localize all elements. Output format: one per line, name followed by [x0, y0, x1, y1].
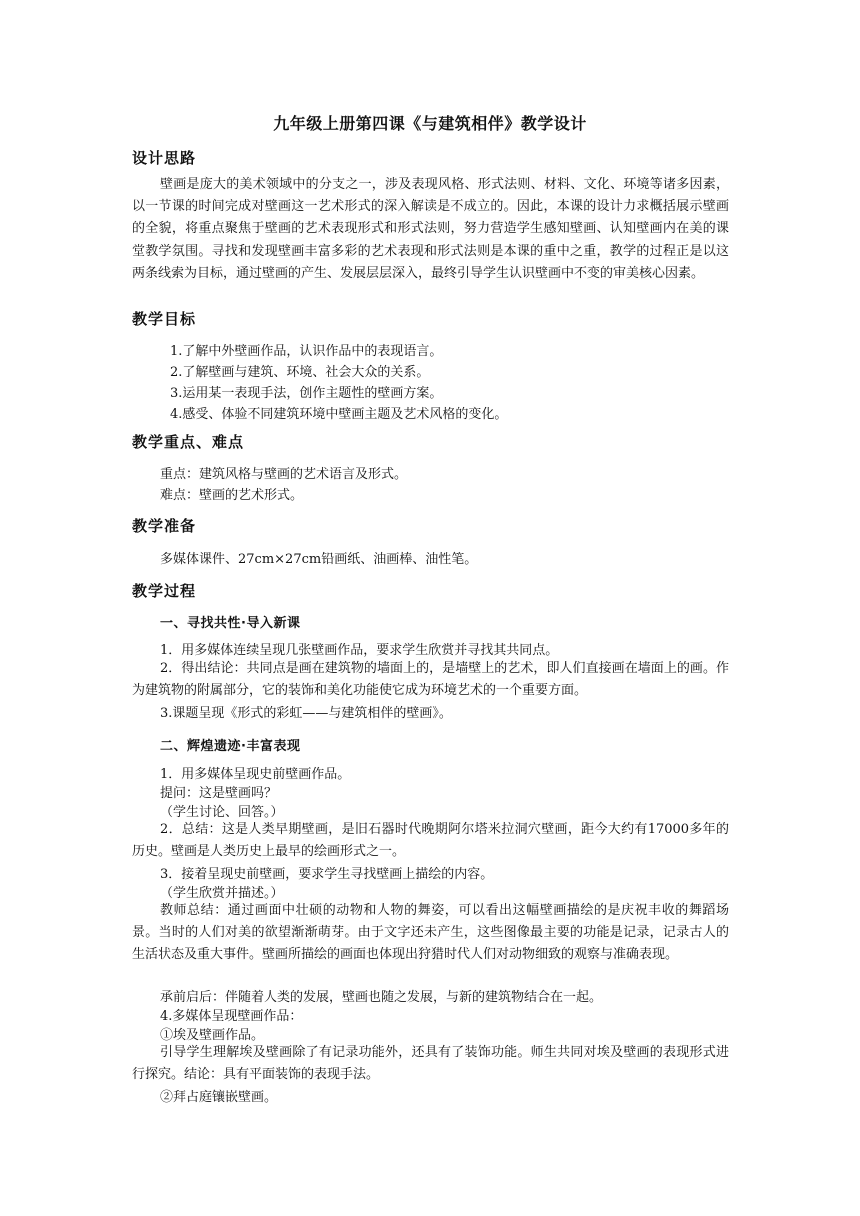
process-line: 3．接着呈现史前壁画，要求学生寻找壁画上描绘的内容。	[160, 867, 494, 882]
process-part1-heading: 一、寻找共性·导入新课	[160, 616, 301, 631]
process-paragraph	[132, 900, 729, 967]
goal-item: 2.了解壁画与建筑、环境、社会大众的关系。	[170, 365, 430, 380]
difficulty-item: 难点：壁画的艺术形式。	[160, 488, 304, 503]
goal-item: 4.感受、体验不同建筑环境中壁画主题及艺术风格的变化。	[170, 407, 508, 422]
document-title: 九年级上册第四课《与建筑相伴》教学设计	[273, 114, 587, 133]
process-line: 教师总结：通过画面中壮硕的动物和人物的舞姿，可以看出这幅壁画描绘的是庆祝丰收的舞蹈场景。当时的人们对美的欲望渐渐萌芽。由于文字还未产生，这些图像最主要的功能是记录，记录古人的生活状态及重大事件。壁画所描绘的画面也体现出狩猎时代人们对动物细致的观察与准确表现。	[132, 903, 729, 963]
process-paragraph	[132, 1042, 729, 1086]
process-line: 提问：这是壁画吗？	[160, 786, 278, 801]
process-part2-heading: 二、辉煌遗迹·丰富表现	[160, 739, 301, 754]
heading-process: 教学过程	[132, 582, 197, 600]
design-idea-text: 壁画是庞大的美术领域中的分支之一，涉及表现风格、形式法则、材料、文化、环境等诸多因素，以一节课的时间完成对壁画这一艺术形式的深入解读是不成立的。因此，本课的设计力求概括展示壁画的全貌，将重点聚焦于壁画的艺术表现形式和形式法则，努力营造学生感知壁画、认知壁画内在美的课堂教学氛围。寻找和发现壁画丰富多彩的艺术表现和形式法则是本课的重中之重，教学的过程正是以这两条线索为目标，通过壁画的产生、发展层层深入，最终引导学生认识壁画中不变的审美核心因素。	[132, 177, 729, 281]
key-point-item: 重点：建筑风格与壁画的艺术语言及形式。	[160, 467, 408, 482]
heading-design-idea: 设计思路	[132, 149, 197, 167]
heading-goals: 教学目标	[132, 310, 197, 328]
process-line: 3.课题呈现《形式的彩虹——与建筑相伴的壁画》。	[160, 706, 452, 721]
process-line: （学生讨论、回答。）	[160, 805, 284, 820]
design-idea-paragraph	[132, 174, 729, 285]
heading-key-points: 教学重点、难点	[132, 433, 245, 451]
preparation-text: 多媒体课件、27cm×27cm铅画纸、油画棒、油性笔。	[160, 552, 478, 567]
process-line: 2．得出结论：共同点是画在建筑物的墙面上的，是墙壁上的艺术，即人们直接画在墙面上的画。作为建筑物的附属部分，它的装饰和美化功能使它成为环境艺术的一个重要方面。	[132, 661, 729, 699]
process-line: 1．用多媒体连续呈现几张壁画作品，要求学生欣赏并寻找其共同点。	[160, 643, 559, 658]
process-line: ①埃及壁画作品。	[160, 1028, 265, 1043]
process-line: 4.多媒体呈现壁画作品：	[160, 1009, 303, 1024]
process-line: ②拜占庭镶嵌壁画。	[160, 1090, 278, 1105]
process-line: 1．用多媒体呈现史前壁画作品。	[160, 767, 351, 782]
process-line: 引导学生理解埃及壁画除了有记录功能外，还具有了装饰功能。师生共同对埃及壁画的表现形式进行探究。结论：具有平面装饰的表现手法。	[132, 1045, 729, 1083]
process-line: 2．总结：这是人类早期壁画，是旧石器时代晚期阿尔塔米拉洞穴壁画，距今大约有17000多年的历史。壁画是人类历史上最早的绘画形式之一。	[132, 822, 729, 860]
process-line: 承前启后：伴随着人类的发展，壁画也随之发展，与新的建筑物结合在一起。	[160, 990, 603, 1005]
goal-item: 1.了解中外壁画作品，认识作品中的表现语言。	[170, 344, 443, 359]
heading-preparation: 教学准备	[132, 517, 197, 535]
process-paragraph	[132, 819, 729, 863]
process-paragraph	[132, 658, 729, 702]
goal-item: 3.运用某一表现手法，创作主题性的壁画方案。	[170, 386, 443, 401]
process-line: （学生欣赏并描述。）	[160, 886, 284, 901]
